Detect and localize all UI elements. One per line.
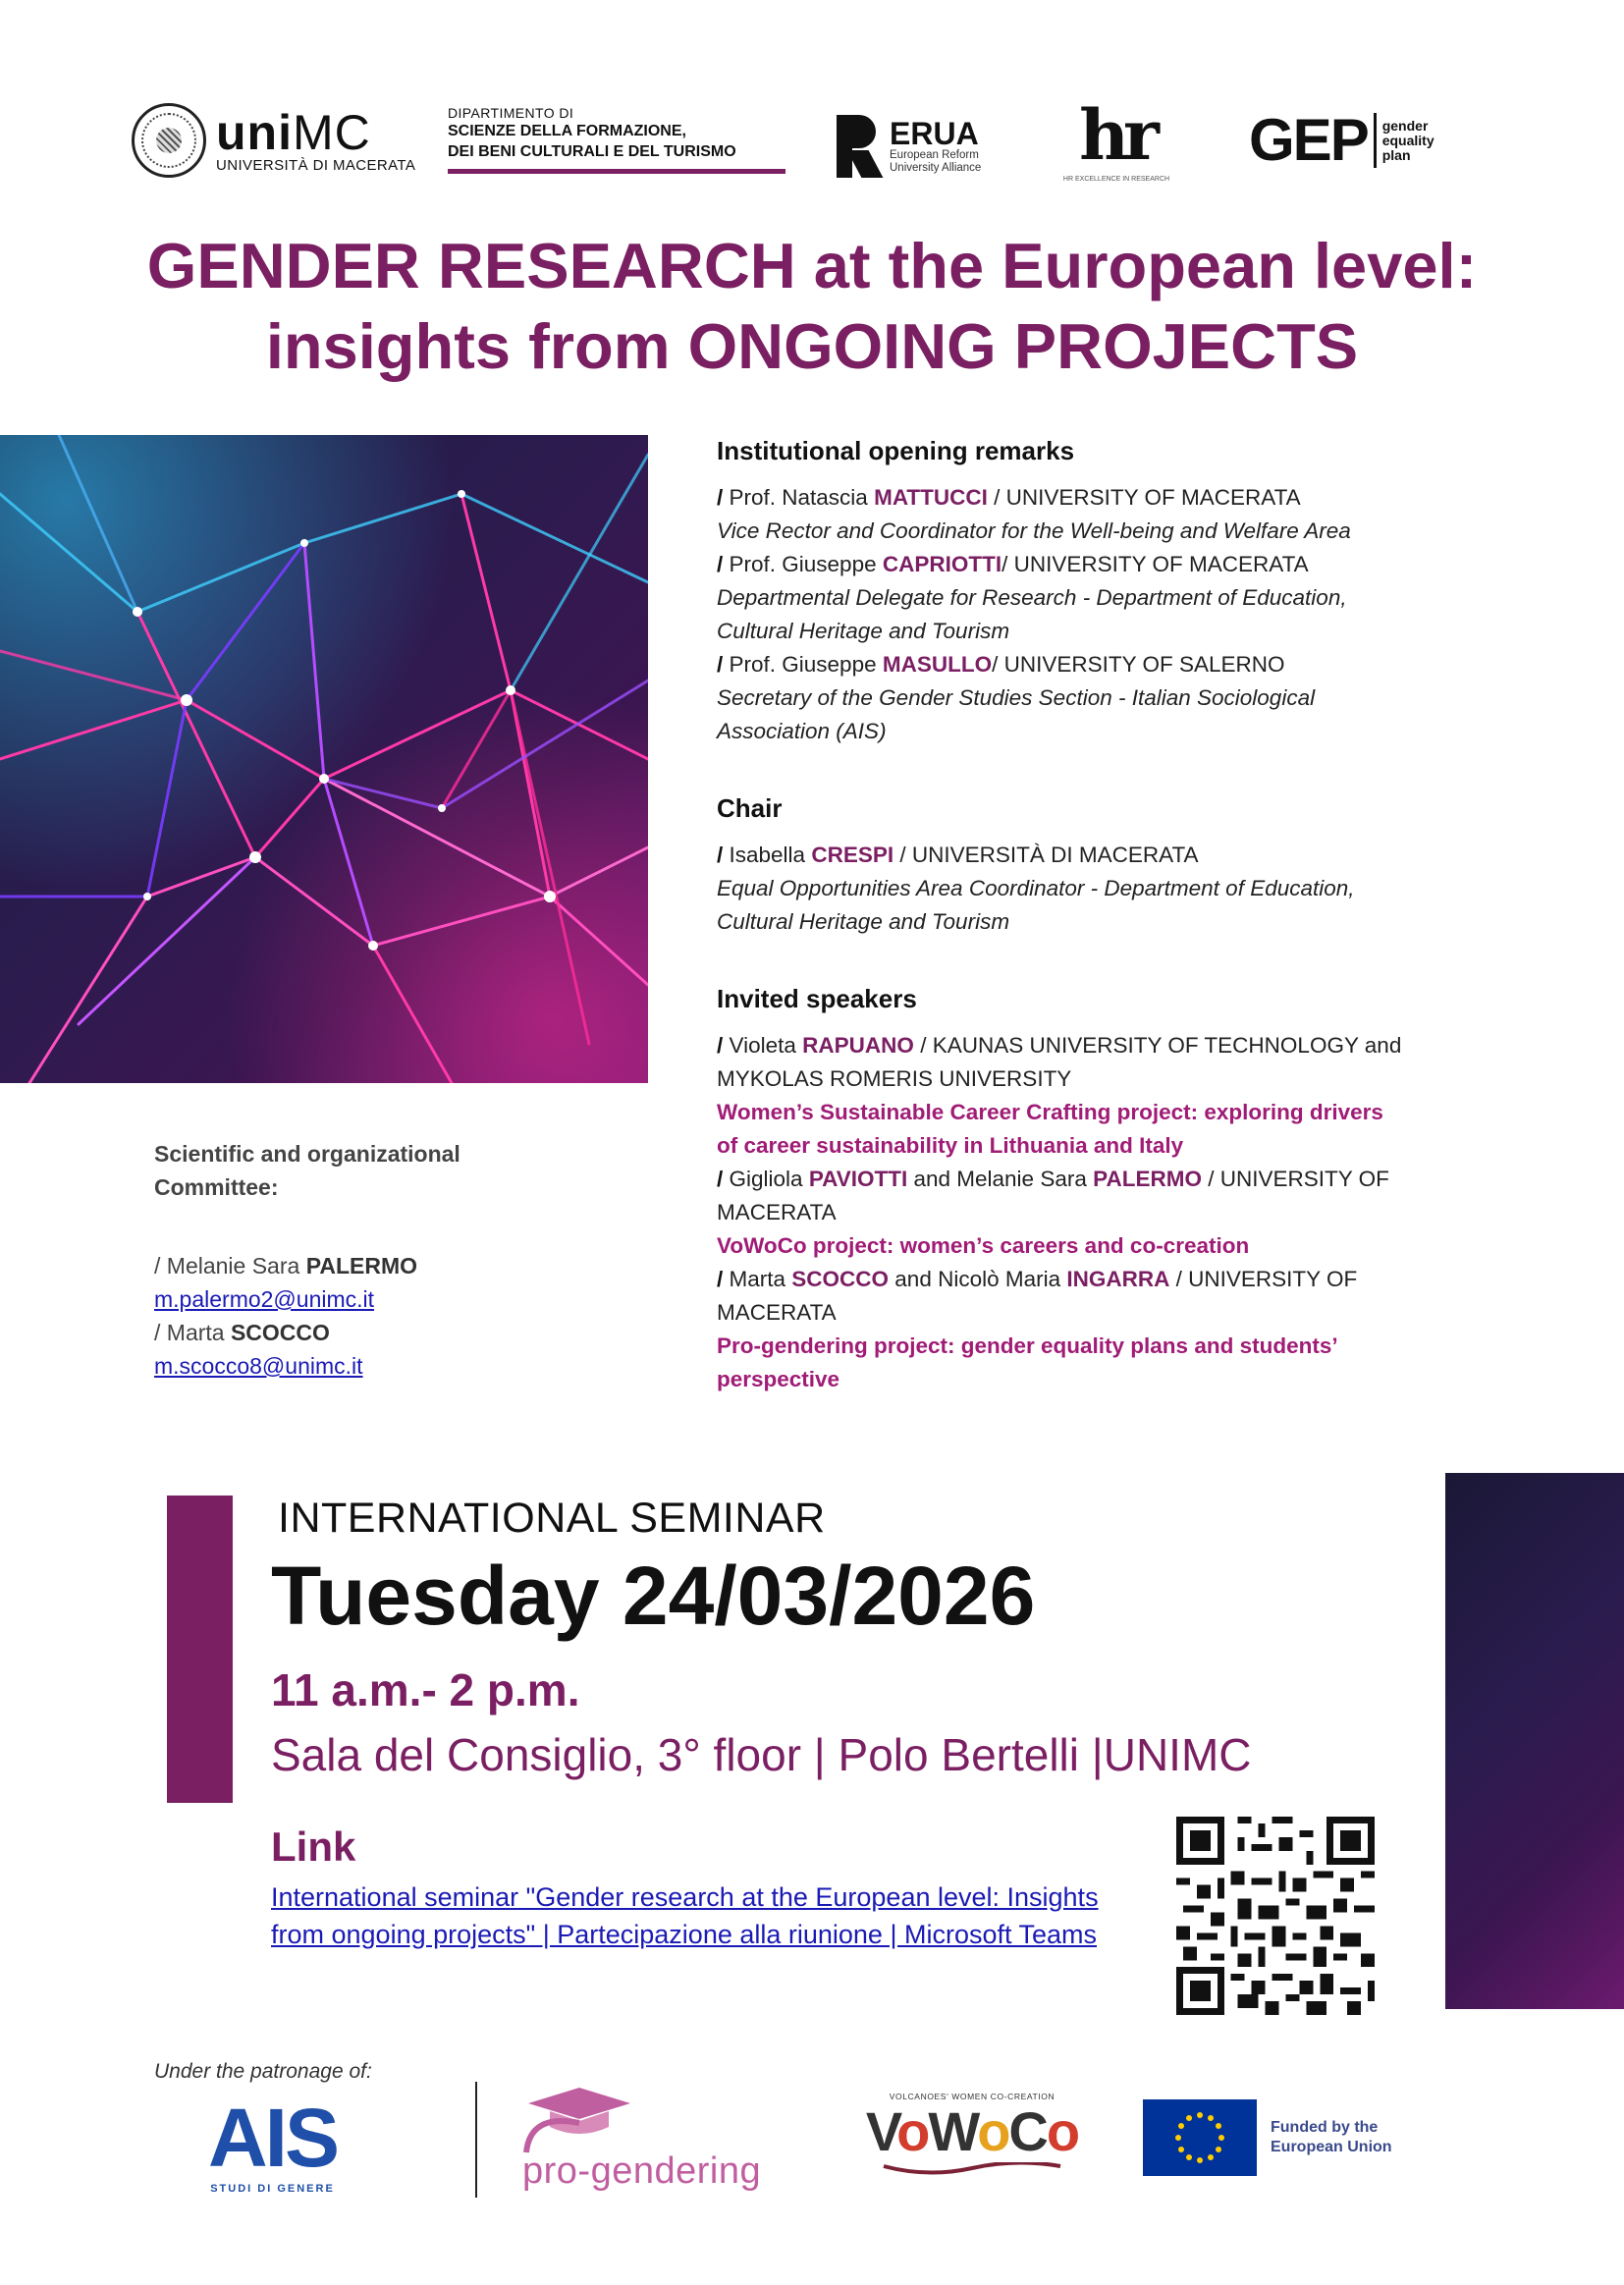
speaker-name: Marta	[729, 1267, 792, 1291]
ais-subtitle: STUDI DI GENERE	[210, 2183, 335, 2195]
speaker-capriotti: / Prof. Giuseppe CAPRIOTTI/ UNIVERSITY OF MACERATA	[717, 552, 1309, 576]
speaker-mattucci: / Prof. Natascia MATTUCCI / UNIVERSITY OF MACERATA	[717, 485, 1301, 510]
speaker-affiliation: MACERATA	[717, 1300, 837, 1325]
member-name: Marta	[166, 1320, 231, 1345]
project-title: Pro-gendering project: gender equality plans and students’	[717, 1333, 1338, 1358]
project-title: VoWoCo project: women’s careers and co-creation	[717, 1233, 1250, 1258]
member-surname: PALERMO	[305, 1253, 417, 1279]
speaker-surname: MATTUCCI	[874, 485, 988, 510]
speaker-role: Departmental Delegate for Research - Department of Education,	[717, 585, 1347, 610]
speaker-affiliation: / UNIVERSITY OF SALERNO	[992, 652, 1285, 677]
university-seal-icon	[132, 103, 206, 178]
speaker-rapuano: / Violeta RAPUANO / KAUNAS UNIVERSITY OF TECHNOLOGY and	[717, 1033, 1402, 1058]
patronage-label: Under the patronage of:	[154, 2060, 372, 2083]
link-heading: Link	[271, 1823, 356, 1870]
speaker-affiliation: MACERATA	[717, 1200, 837, 1224]
speaker-affiliation: / KAUNAS UNIVERSITY OF TECHNOLOGY and	[913, 1033, 1402, 1058]
gep-name: GEP	[1249, 107, 1368, 173]
speaker-affiliation: / UNIVERSITY OF MACERATA	[1001, 552, 1309, 576]
chair-role: Equal Opportunities Area Coordinator - Department of Education,	[717, 876, 1355, 900]
committee-member-palermo: / Melanie Sara PALERMO	[154, 1253, 417, 1279]
graduation-cap-icon	[520, 2084, 658, 2154]
dept-line-2: SCIENZE DELLA FORMAZIONE,	[448, 123, 686, 139]
chair-role: Cultural Heritage and Tourism	[717, 909, 1010, 934]
speaker-role: Association (AIS)	[717, 719, 887, 743]
ais-logo	[208, 2092, 338, 2195]
speaker-name: Prof. Giuseppe	[729, 552, 883, 576]
speaker-name: Prof. Giuseppe	[729, 652, 883, 677]
eu-flag-icon	[1143, 2099, 1257, 2176]
speaker-surname: PAVIOTTI	[808, 1167, 908, 1191]
gep-sub-2: equality	[1381, 132, 1435, 148]
speaker-name: and Nicolò Maria	[889, 1267, 1067, 1291]
progendering-wordmark: pro-gendering	[522, 2150, 762, 2192]
member-name: Melanie Sara	[166, 1253, 306, 1279]
dept-underline	[448, 169, 785, 174]
dept-line-3: DEI BENI CULTURALI E DEL TURISMO	[448, 143, 736, 160]
chair-name: Isabella	[729, 843, 812, 867]
hr-mark: hr	[1079, 94, 1154, 176]
gep-separator	[1374, 113, 1377, 168]
title-line-2: insights from ONGOING PROJECTS	[265, 310, 1359, 382]
network-artwork-side-image	[1445, 1473, 1624, 2009]
speaker-name: and Melanie Sara	[907, 1167, 1094, 1191]
seminar-time: 11 a.m.- 2 p.m.	[271, 1664, 580, 1715]
hr-excellence-logo	[1062, 94, 1170, 183]
unimc-logo	[132, 103, 415, 178]
qr-code-icon[interactable]	[1176, 1817, 1375, 2015]
link-line-1[interactable]: International seminar "Gender research at the European level: Insights	[271, 1882, 1099, 1912]
chair-crespi: / Isabella CRESPI / UNIVERSITÀ DI MACERATA	[717, 843, 1199, 867]
speaker-surname: INGARRA	[1066, 1267, 1170, 1291]
link-line-2[interactable]: from ongoing projects" | Partecipazione alla riunione | Microsoft Teams	[271, 1920, 1098, 1949]
project-title: of career sustainability in Lithuania and Italy	[717, 1133, 1184, 1158]
project-title: perspective	[717, 1367, 840, 1391]
eu-funding-logo	[1143, 2099, 1392, 2176]
project-title: Women’s Sustainable Career Crafting project: exploring drivers	[717, 1100, 1383, 1124]
accent-bar	[167, 1496, 233, 1803]
chair-affiliation: / UNIVERSITÀ DI MACERATA	[893, 843, 1199, 867]
dept-line-1: DIPARTIMENTO DI	[448, 105, 574, 121]
erua-name: ERUA	[890, 116, 979, 151]
unimc-wordmark: uniMC	[216, 104, 371, 160]
seminar-date: Tuesday 24/03/2026	[271, 1550, 1036, 1642]
email-link-scocco[interactable]: m.scocco8@unimc.it	[154, 1353, 363, 1379]
program-section	[717, 432, 1561, 1396]
gep-sub-1: gender	[1381, 117, 1429, 134]
header-logos	[128, 93, 1502, 211]
hr-caption: HR EXCELLENCE IN RESEARCH	[1062, 176, 1170, 183]
gep-sub-3: plan	[1381, 146, 1411, 163]
speaker-surname: SCOCCO	[791, 1267, 890, 1291]
page-title	[0, 226, 1624, 387]
ais-wordmark: AIS	[208, 2092, 338, 2184]
title-line-1: GENDER RESEARCH at the European level:	[146, 230, 1478, 301]
speaker-role: Secretary of the Gender Studies Section - Italian Sociological	[717, 685, 1316, 710]
teams-meeting-link[interactable]	[271, 1878, 1174, 1953]
speaker-surname: MASULLO	[882, 652, 993, 677]
eu-line-2: European Union	[1271, 2139, 1392, 2155]
network-artwork-image	[0, 435, 648, 1083]
committee-heading: Scientific and organizational Committee:	[154, 1141, 460, 1200]
vowoco-logo	[864, 2092, 1080, 2181]
speaker-role: Vice Rector and Coordinator for the Well-being and Welfare Area	[717, 518, 1351, 543]
department-name	[448, 105, 791, 174]
unimc-subtitle: UNIVERSITÀ DI MACERATA	[216, 156, 416, 174]
speaker-surname: PALERMO	[1093, 1167, 1202, 1191]
erua-mark-icon	[837, 115, 882, 178]
speaker-masullo: / Prof. Giuseppe MASULLO/ UNIVERSITY OF SALERNO	[717, 652, 1285, 677]
vowoco-subtitle: VOLCANOES' WOMEN CO-CREATION	[889, 2092, 1056, 2101]
speaker-surname: CAPRIOTTI	[882, 552, 1002, 576]
opening-remarks-heading: Institutional opening remarks	[717, 436, 1075, 465]
speaker-paviotti-palermo: / Gigliola PAVIOTTI and Melanie Sara PALERMO / UNIVERSITY OF	[717, 1167, 1389, 1191]
chair-surname: CRESPI	[811, 843, 894, 867]
erua-sub-2: University Alliance	[890, 162, 982, 174]
speaker-name: Violeta	[729, 1033, 803, 1058]
erua-sub-1: European Reform	[890, 149, 979, 161]
speaker-role: Cultural Heritage and Tourism	[717, 619, 1010, 643]
footer-divider	[475, 2082, 477, 2198]
seminar-label-wrap	[278, 1490, 1407, 1547]
wave-icon	[874, 2162, 1070, 2176]
speaker-name: Prof. Natascia	[729, 485, 875, 510]
erua-logo	[837, 115, 981, 178]
eu-line-1: Funded by the	[1271, 2119, 1379, 2136]
speaker-affiliation: / UNIVERSITY OF	[1169, 1267, 1358, 1291]
speaker-affiliation: MYKOLAS ROMERIS UNIVERSITY	[717, 1066, 1072, 1091]
email-link-palermo[interactable]: m.palermo2@unimc.it	[154, 1286, 375, 1312]
vowoco-wordmark: VoWoCo	[865, 2100, 1079, 2162]
seminar-place: Sala del Consiglio, 3° floor | Polo Bertelli |UNIMC	[271, 1729, 1252, 1780]
chair-heading: Chair	[717, 793, 783, 823]
committee-section	[154, 1137, 547, 1383]
speaker-affiliation: / UNIVERSITY OF	[1201, 1167, 1389, 1191]
gep-logo	[1249, 107, 1435, 173]
committee-member-scocco: / Marta SCOCCO	[154, 1320, 330, 1345]
invited-speakers-heading: Invited speakers	[717, 984, 917, 1013]
speaker-surname: RAPUANO	[802, 1033, 914, 1058]
seminar-label: INTERNATIONAL SEMINAR	[278, 1495, 826, 1542]
member-surname: SCOCCO	[230, 1320, 330, 1345]
speaker-name: Gigliola	[729, 1167, 809, 1191]
speaker-scocco-ingarra: / Marta SCOCCO and Nicolò Maria INGARRA / UNIVERSITY OF	[717, 1267, 1358, 1291]
speaker-affiliation: / UNIVERSITY OF MACERATA	[987, 485, 1301, 510]
progendering-logo	[520, 2084, 825, 2194]
